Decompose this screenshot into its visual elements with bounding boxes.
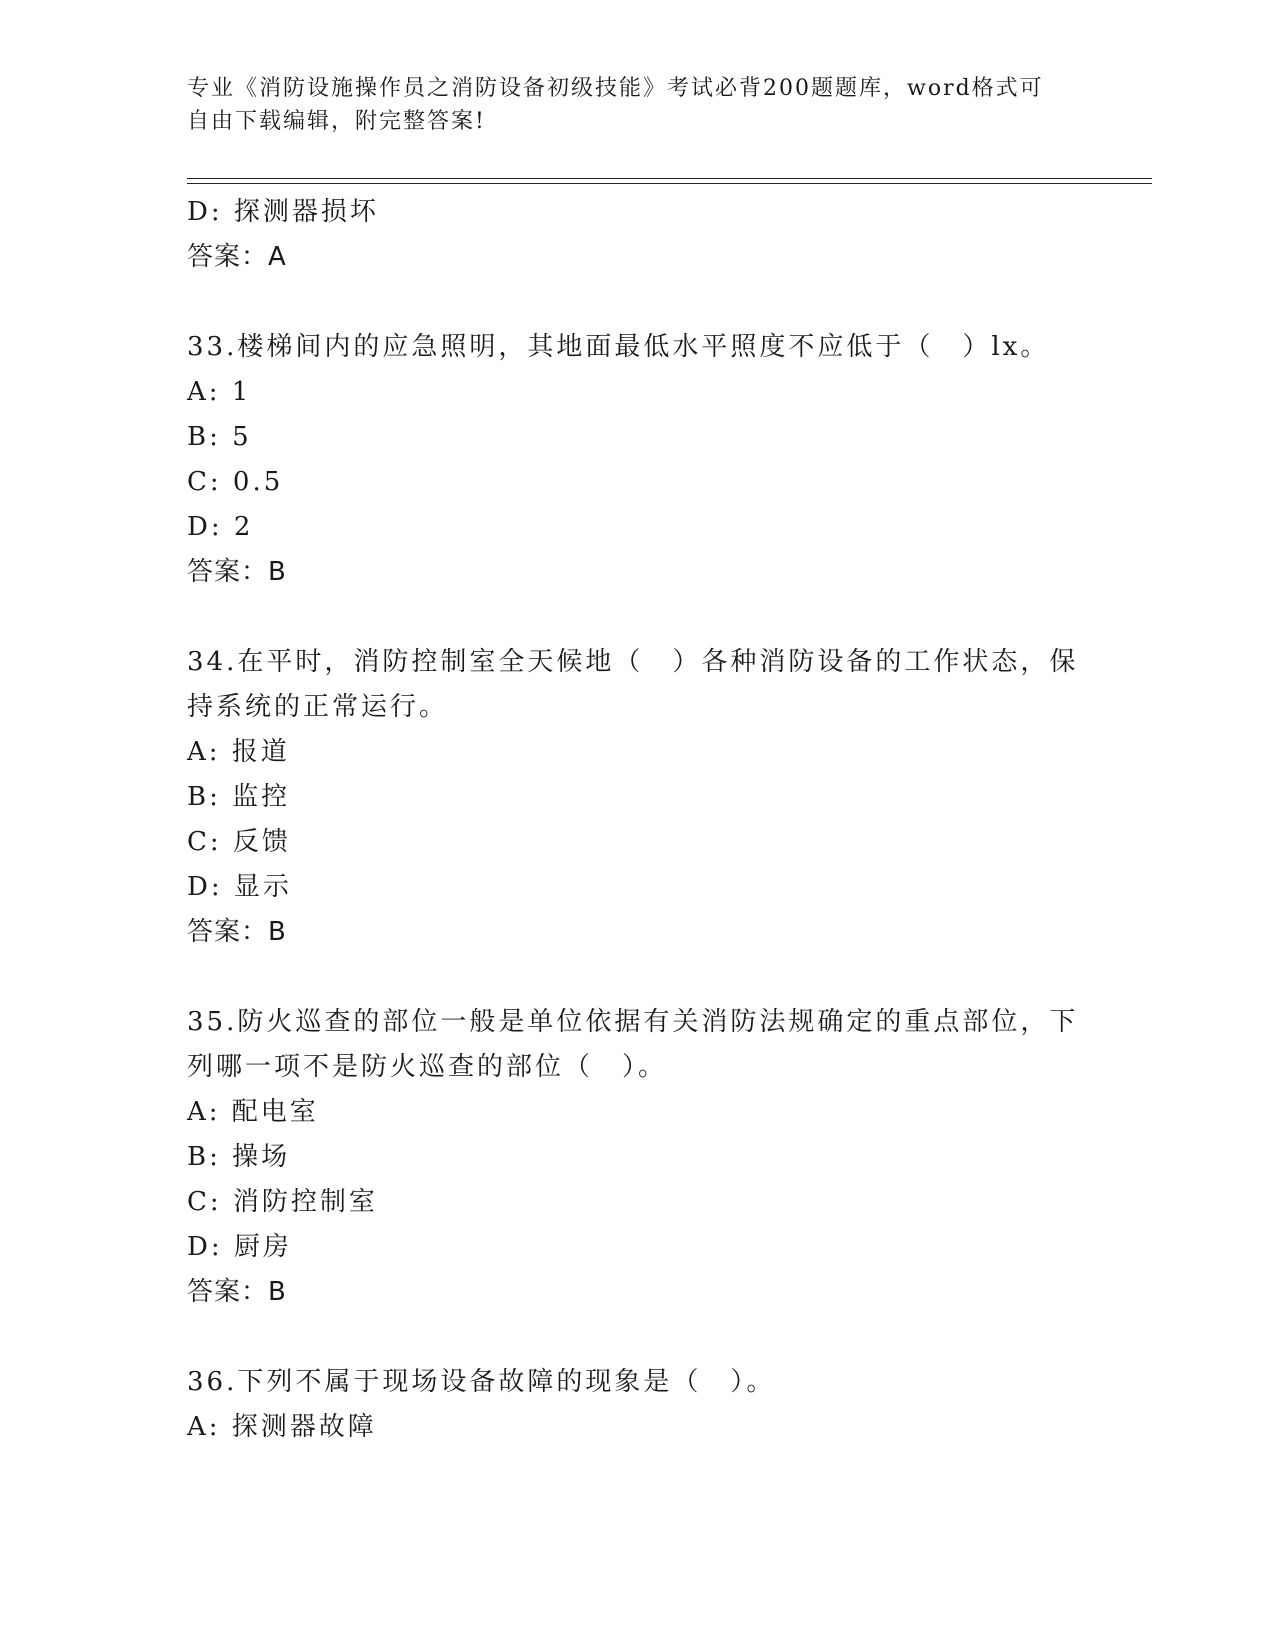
previous-question-tail	[187, 190, 1087, 280]
answer: 答案：B	[187, 1277, 287, 1307]
option-a: A: 报道	[187, 737, 290, 767]
option-a: A: 探测器故障	[187, 1412, 377, 1442]
option-d: D: 显示	[187, 872, 292, 902]
header-divider-bottom	[187, 183, 1152, 184]
option-b: B: 操场	[187, 1142, 291, 1172]
question-text-line-2: 持系统的正常运行。	[187, 692, 449, 722]
answer: 答案：B	[187, 557, 287, 587]
question-34	[187, 640, 1087, 955]
option-d: D: 探测器损坏	[187, 197, 379, 227]
question-text: 33.楼梯间内的应急照明，其地面最低水平照度不应低于（ ）lx。	[187, 332, 1050, 362]
option-c: C: 0.5	[187, 467, 284, 497]
header-line-1: 专业《消防设施操作员之消防设备初级技能》考试必背200题题库，word格式可	[187, 76, 1044, 101]
option-c: C: 消防控制室	[187, 1187, 378, 1217]
answer: 答案：A	[187, 242, 287, 272]
option-d: D: 2	[187, 512, 254, 542]
option-b: B: 监控	[187, 782, 291, 812]
question-text-line-1: 35.防火巡查的部位一般是单位依据有关消防法规确定的重点部位，下	[187, 1007, 1079, 1037]
header-line-2: 自由下载编辑，附完整答案!	[187, 109, 486, 134]
option-c: C: 反馈	[187, 827, 291, 857]
header-divider-top	[187, 178, 1152, 179]
document-header	[187, 72, 1087, 138]
question-33	[187, 325, 1087, 595]
question-36	[187, 1360, 1087, 1450]
question-list	[187, 190, 1087, 1450]
option-d: D: 厨房	[187, 1232, 292, 1262]
option-b: B: 5	[187, 422, 252, 452]
option-a: A: 1	[187, 377, 252, 407]
question-text-line-1: 34.在平时，消防控制室全天候地（ ）各种消防设备的工作状态，保	[187, 647, 1079, 677]
answer: 答案：B	[187, 917, 287, 947]
question-text-line-2: 列哪一项不是防火巡查的部位（ ）。	[187, 1052, 668, 1082]
question-35	[187, 1000, 1087, 1315]
question-text: 36.下列不属于现场设备故障的现象是（ ）。	[187, 1367, 776, 1397]
option-a: A: 配电室	[187, 1097, 319, 1127]
